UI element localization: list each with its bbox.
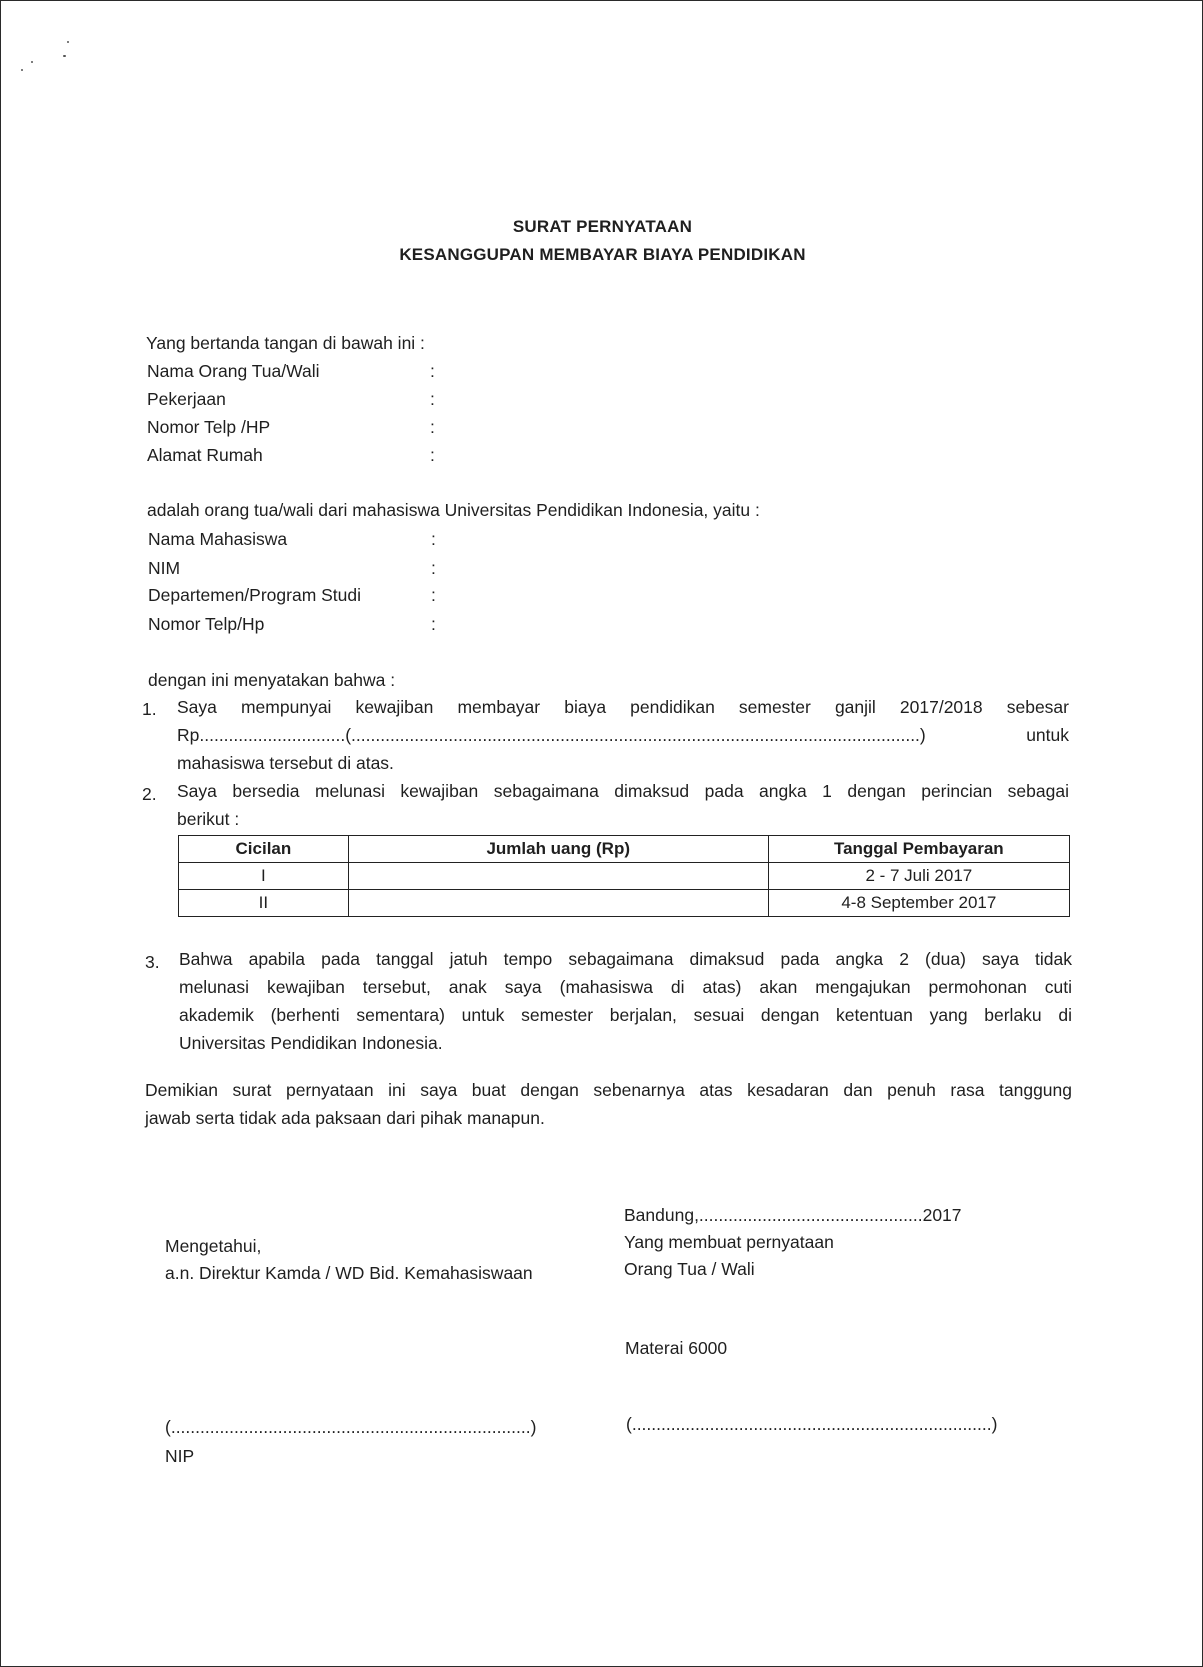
field-colon: : xyxy=(430,389,435,409)
closing-line: jawab serta tidak ada paksaan dari pihak manapun. xyxy=(145,1108,545,1128)
statement-item-1 xyxy=(177,693,1069,777)
table-cell-installment: II xyxy=(179,890,349,917)
intro-text: Yang bertanda tangan di bawah ini : xyxy=(146,333,425,353)
field-colon: : xyxy=(430,417,435,437)
statement-item-2 xyxy=(177,777,1069,833)
field-label-occupation: Pekerjaan xyxy=(147,389,226,409)
field-label-home-address: Alamat Rumah xyxy=(147,445,263,465)
installment-table xyxy=(178,835,1070,917)
acknowledged-role: a.n. Direktur Kamda / WD Bid. Kemahasiswaan xyxy=(165,1263,533,1283)
field-colon: : xyxy=(431,529,436,549)
table-header-amount: Jumlah uang (Rp) xyxy=(348,836,768,863)
item-line: akademik (berhenti sementara) untuk semester berjalan, sesuai dengan ketentuan yang berlaku di xyxy=(179,1005,1072,1025)
field-colon: : xyxy=(431,558,436,578)
document-title: SURAT PERNYATAAN xyxy=(512,217,693,236)
item-line: melunasi kewajiban tersebut, anak saya (mahasiswa di atas) akan mengajukan permohonan cuti xyxy=(179,977,1072,997)
field-colon: : xyxy=(431,614,436,634)
field-label-student-phone: Nomor Telp/Hp xyxy=(148,614,265,634)
student-intro-text: adalah orang tua/wali dari mahasiswa Universitas Pendidikan Indonesia, yaitu : xyxy=(147,500,760,520)
table-cell-installment: I xyxy=(179,863,349,890)
statement-item-3 xyxy=(179,945,1072,1057)
table-cell-amount xyxy=(348,890,768,917)
table-header-payment-date: Tanggal Pembayaran xyxy=(768,836,1069,863)
place-date-line: Bandung,..............................................2017 xyxy=(624,1205,962,1225)
item-line: berikut : xyxy=(177,809,240,829)
table-header-row xyxy=(179,836,1070,863)
table-header-installment: Cicilan xyxy=(179,836,349,863)
stamp-duty-label: Materai 6000 xyxy=(625,1338,728,1358)
nip-label: NIP xyxy=(165,1446,195,1466)
signatory-role: Orang Tua / Wali xyxy=(624,1259,755,1279)
item-line: mahasiswa tersebut di atas. xyxy=(177,753,394,773)
parent-signature-name-line: (..........................................................................) xyxy=(626,1414,998,1434)
field-label-parent-phone: Nomor Telp /HP xyxy=(147,417,271,437)
item-line: Saya bersedia melunasi kewajiban sebagaimana dimaksud pada angka 1 dengan perincian sebagai xyxy=(177,781,1069,801)
item-number: 3. xyxy=(145,952,160,972)
closing-paragraph xyxy=(145,1076,1072,1132)
field-colon: : xyxy=(431,585,436,605)
item-line: Bahwa apabila pada tanggal jatuh tempo sebagaimana dimaksud pada angka 2 (dua) saya tidak xyxy=(179,949,1072,969)
item-line: Saya mempunyai kewajiban membayar biaya pendidikan semester ganjil 2017/2018 sebesar xyxy=(177,697,1069,717)
table-cell-amount xyxy=(348,863,768,890)
acknowledged-caption: Mengetahui, xyxy=(165,1236,262,1256)
field-label-nim: NIM xyxy=(148,558,181,578)
field-colon: : xyxy=(430,445,435,465)
table-row xyxy=(179,890,1070,917)
field-label-parent-name: Nama Orang Tua/Wali xyxy=(147,361,320,381)
official-signature-name-line: (..........................................................................) xyxy=(165,1417,537,1437)
item-line: Universitas Pendidikan Indonesia. xyxy=(179,1033,443,1053)
document-subtitle: KESANGGUPAN MEMBAYAR BIAYA PENDIDIKAN xyxy=(399,245,806,264)
table-cell-payment-date: 4-8 September 2017 xyxy=(768,890,1069,917)
item-line-amount: Rp..............................(.....................................................................................................................) untuk xyxy=(177,725,1069,745)
table-row xyxy=(179,863,1070,890)
signatory-caption: Yang membuat pernyataan xyxy=(624,1232,834,1252)
field-label-student-name: Nama Mahasiswa xyxy=(148,529,288,549)
item-number: 2. xyxy=(142,784,157,804)
field-label-department: Departemen/Program Studi xyxy=(148,585,362,605)
table-cell-payment-date: 2 - 7 Juli 2017 xyxy=(768,863,1069,890)
statement-intro-text: dengan ini menyatakan bahwa : xyxy=(148,670,396,690)
field-colon: : xyxy=(430,361,435,381)
item-number: 1. xyxy=(142,699,157,719)
scan-specks xyxy=(19,37,79,77)
closing-line: Demikian surat pernyataan ini saya buat dengan sebenarnya atas kesadaran dan penuh rasa tanggung xyxy=(145,1080,1072,1100)
